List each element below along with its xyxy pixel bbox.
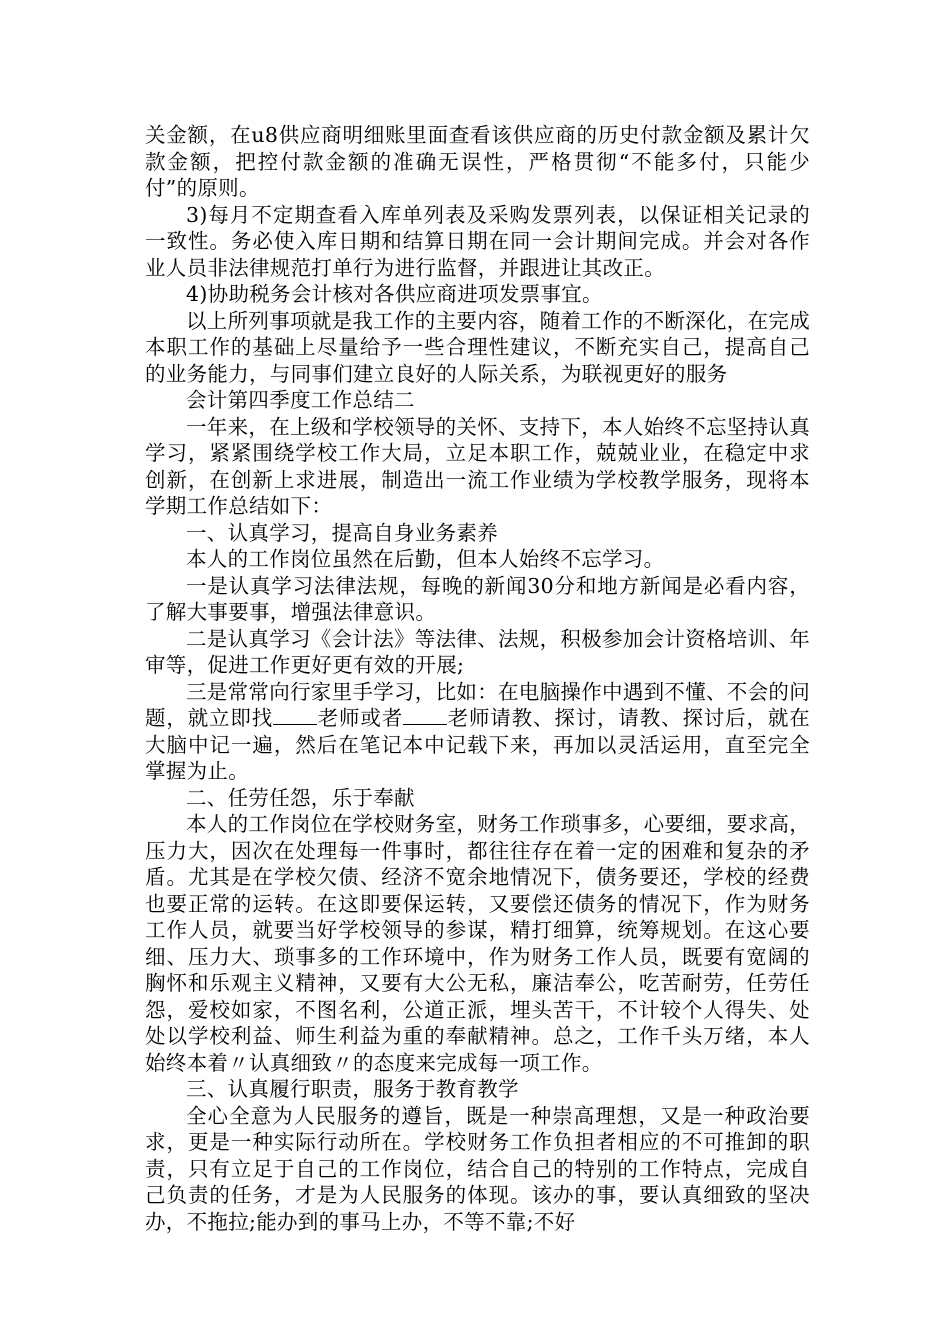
paragraph: 关金额，在u8供应商明细账里面查看该供应商的历史付款金额及累计欠款金额，把控付款金额的准确无误性，严格贯彻“不能多付，只能少付”的原则。 <box>145 123 810 200</box>
paragraph: 一是认真学习法律法规，每晚的新闻30分和地方新闻是必看内容，了解大事要事，增强法律意识。 <box>145 573 810 624</box>
paragraph: 一年来，在上级和学校领导的关怀、支持下，本人始终不忘坚持认真学习，紧紧围绕学校工作大局，立足本职工作，兢兢业业，在稳定中求创新，在创新上求进展，制造出一流工作业绩为学校教学服务，现将本学期工作总结如下： <box>145 414 810 518</box>
blank-underline <box>403 706 447 725</box>
paragraph <box>145 679 810 785</box>
paragraph: 以上所列事项就是我工作的主要内容，随着工作的不断深化，在完成本职工作的基础上尽量给予一些合理性建议，不断充实自己，提高自己的业务能力，与同事们建立良好的人际关系，为联视更好的服务 <box>145 308 810 386</box>
paragraph: 本人的工作岗位在学校财务室，财务工作琐事多，心要细，要求高，压力大，因次在处理每一件事时，都往往存在着一定的困难和复杂的矛盾。尤其是在学校欠债、经济不宽余地情况下，债务要还，学校的经费也要正常的运转。在这即要保运转，又要偿还债务的情况下，作为财务工作人员，就要当好学校领导的参谋，精打细算，统筹规划。在这心要细、压力大、琐事多的工作环境中，作为财务工作人员，既要有宽阔的胸怀和乐观主义精神，又要有大公无私，廉洁奉公，吃苦耐劳，任劳任怨，爱校如家，不图名利，公道正派，埋头苦干，不计较个人得失、处处以学校利益、师生利益为重的奉献精神。总之，工作千头万绪，本人始终本着〃认真细致〃的态度来完成每一项工作。 <box>145 812 810 1075</box>
blank-underline <box>273 706 317 725</box>
paragraph-text: 三是常常向行家里手学习，比如：在电脑操作中遇到不懂、不会的问题，就立即找 <box>145 679 810 730</box>
paragraph-text: 老师或者 <box>317 706 404 730</box>
paragraph-text: 老师请教、探讨，请教、探讨后，就在大脑中记一遍，然后在笔记本中记载下来，再加以灵活运用，直至完全掌握为止。 <box>145 706 810 783</box>
section-heading: 二、任劳任怨，乐于奉献 <box>186 785 415 810</box>
paragraph: 本人的工作岗位虽然在后勤，但本人始终不忘学习。 <box>186 547 665 571</box>
section-heading: 三、认真履行职责，服务于教育教学 <box>186 1077 519 1101</box>
paragraph: 全心全意为人民服务的遵旨，既是一种崇高理想，又是一种政治要求，更是一种实际行动所在。学校财务工作负担者相应的不可推卸的职责，只有立足于自己的工作岗位，结合自己的特别的工作特点，完成自己负责的任务，才是为人民服务的体现。该办的事，要认真细致的坚决办，不拖拉;能办到的事马上办，不等不靠;不好 <box>145 1103 810 1234</box>
paragraph: 3)每月不定期查看入库单列表及采购发票列表，以保证相关记录的一致性。务必使入库日期和结算日期在同一会计期间完成。并会对各作业人员非法律规范打单行为进行监督，并跟进让其改正。 <box>145 202 810 280</box>
section-heading: 一、认真学习，提高自身业务素养 <box>186 520 498 545</box>
section-title: 会计第四季度工作总结二 <box>186 388 415 412</box>
paragraph: 二是认真学习《会计法》等法律、法规，积极参加会计资格培训、年审等，促进工作更好更有效的开展; <box>145 626 810 677</box>
paragraph: 4)协助税务会计核对各供应商进项发票事宜。 <box>186 282 603 306</box>
document-body <box>145 122 810 1235</box>
